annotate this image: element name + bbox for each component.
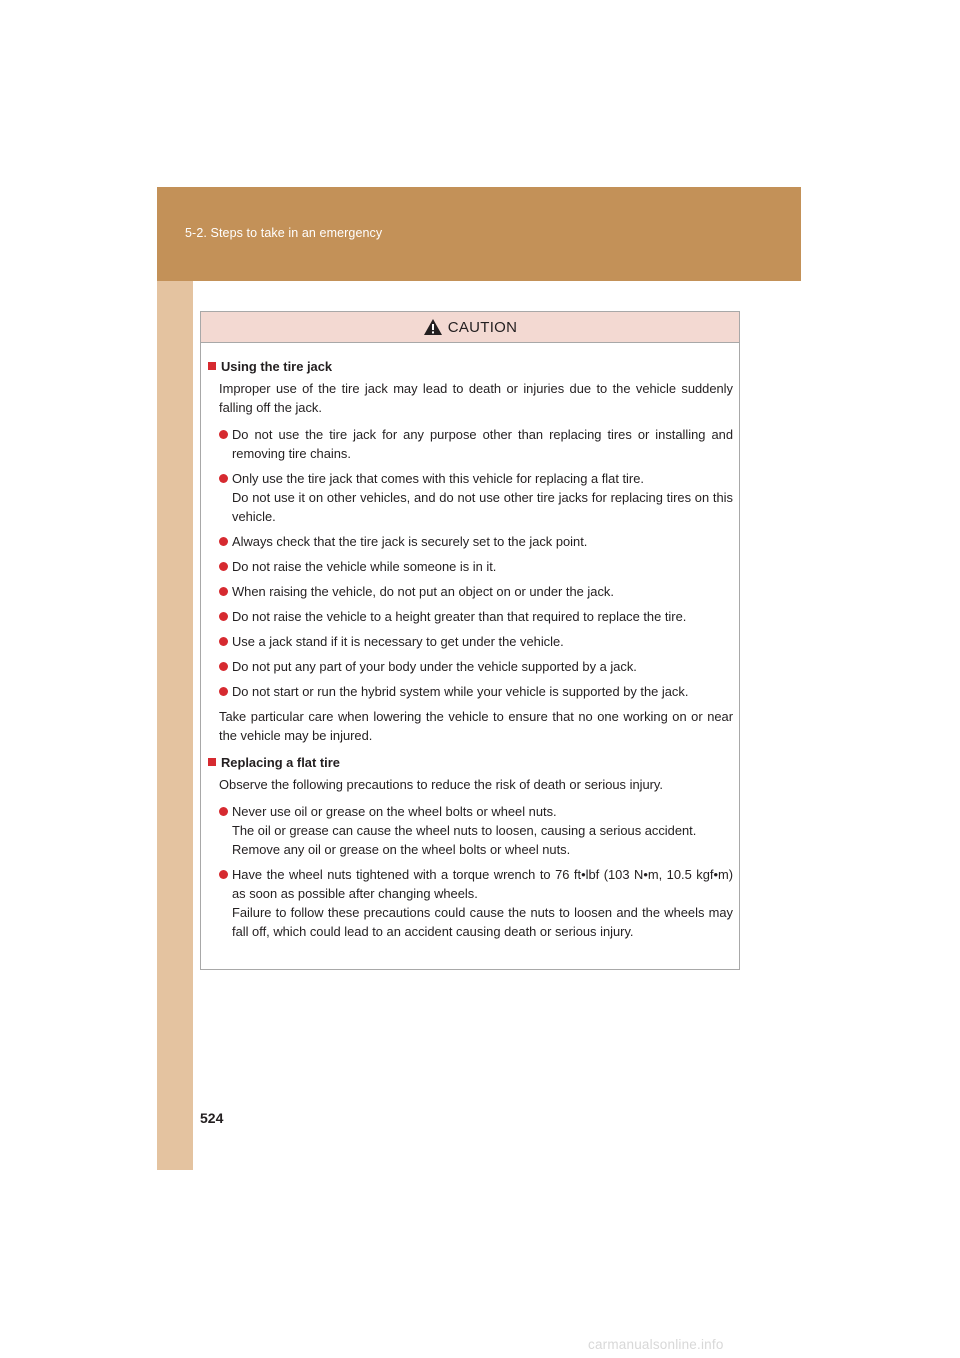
bullet-text xyxy=(232,557,733,576)
bullet-item xyxy=(207,607,733,626)
caution-section-heading xyxy=(207,753,733,772)
bullet-line: Failure to follow these precautions could cause the nuts to loosen and the wheels may fall off, which could lead to an accident causing death or serious injury. xyxy=(232,905,733,939)
round-bullet-icon xyxy=(219,807,228,816)
side-strip xyxy=(157,281,193,1170)
section-heading-text: Replacing a flat tire xyxy=(221,755,340,770)
bullet-text xyxy=(232,802,733,859)
round-bullet-icon xyxy=(219,870,228,879)
section-intro: Improper use of the tire jack may lead to death or injuries due to the vehicle suddenly falling off the jack. xyxy=(219,381,733,415)
bullet-line: Always check that the tire jack is securely set to the jack point. xyxy=(232,534,588,549)
round-bullet-icon xyxy=(219,687,228,696)
page-number: 524 xyxy=(200,1110,224,1126)
bullet-item xyxy=(207,865,733,941)
bullet-line: The oil or grease can cause the wheel nuts to loosen, causing a serious accident. xyxy=(232,823,697,838)
bullet-item xyxy=(207,582,733,601)
section-outro: Take particular care when lowering the vehicle to ensure that no one working on or near the vehicle may be injured. xyxy=(219,709,733,743)
bullet-text xyxy=(232,657,733,676)
square-bullet-icon xyxy=(208,362,216,370)
round-bullet-icon xyxy=(219,662,228,671)
warning-triangle-icon xyxy=(423,318,443,336)
round-bullet-icon xyxy=(219,587,228,596)
bullet-item xyxy=(207,532,733,551)
bullet-line: Never use oil or grease on the wheel bolts or wheel nuts. xyxy=(232,804,557,819)
bullet-line: Do not raise the vehicle to a height greater than that required to replace the tire. xyxy=(232,609,687,624)
bullet-line: Do not put any part of your body under the vehicle supported by a jack. xyxy=(232,659,637,674)
bullet-text xyxy=(232,582,733,601)
bullet-item xyxy=(207,632,733,651)
bullet-item xyxy=(207,469,733,526)
bullet-line: Have the wheel nuts tightened with a torque wrench to 76 ft•lbf (103 N•m, 10.5 kgf•m) as soon as possible after changing wheels. xyxy=(232,867,733,901)
caution-section-heading xyxy=(207,357,733,376)
section-heading-text: Using the tire jack xyxy=(221,359,333,374)
bullet-item xyxy=(207,657,733,676)
round-bullet-icon xyxy=(219,612,228,621)
round-bullet-icon xyxy=(219,430,228,439)
bullet-line: Do not start or run the hybrid system while your vehicle is supported by the jack. xyxy=(232,684,689,699)
caution-header xyxy=(201,312,739,343)
bullet-item xyxy=(207,425,733,463)
watermark: carmanualsonline.info xyxy=(588,1337,724,1352)
caution-body xyxy=(201,343,739,941)
bullet-line: Do not use the tire jack for any purpose other than replacing tires or installing and removing tire chains. xyxy=(232,427,733,461)
section-title: 5-2. Steps to take in an emergency xyxy=(185,226,383,240)
bullet-text xyxy=(232,682,733,701)
bullet-line: Remove any oil or grease on the wheel bolts or wheel nuts. xyxy=(232,842,571,857)
bullet-text xyxy=(232,865,733,941)
bullet-line: Do not use it on other vehicles, and do not use other tire jacks for replacing tires on this vehicle. xyxy=(232,490,733,524)
section-intro: Observe the following precautions to reduce the risk of death or serious injury. xyxy=(219,777,664,792)
bullet-text xyxy=(232,469,733,526)
round-bullet-icon xyxy=(219,537,228,546)
bullet-text xyxy=(232,532,733,551)
square-bullet-icon xyxy=(208,758,216,766)
round-bullet-icon xyxy=(219,637,228,646)
bullet-item xyxy=(207,802,733,859)
caution-title: CAUTION xyxy=(447,318,518,336)
round-bullet-icon xyxy=(219,562,228,571)
bullet-line: When raising the vehicle, do not put an object on or under the jack. xyxy=(232,584,614,599)
round-bullet-icon xyxy=(219,474,228,483)
header-band xyxy=(157,187,801,281)
bullet-item xyxy=(207,557,733,576)
bullet-text xyxy=(232,607,733,626)
bullet-text xyxy=(232,425,733,463)
bullet-line: Do not raise the vehicle while someone is in it. xyxy=(232,559,497,574)
bullet-line: Use a jack stand if it is necessary to get under the vehicle. xyxy=(232,634,564,649)
bullet-item xyxy=(207,682,733,701)
caution-box xyxy=(200,311,740,970)
bullet-text xyxy=(232,632,733,651)
bullet-line: Only use the tire jack that comes with this vehicle for replacing a flat tire. xyxy=(232,471,644,486)
